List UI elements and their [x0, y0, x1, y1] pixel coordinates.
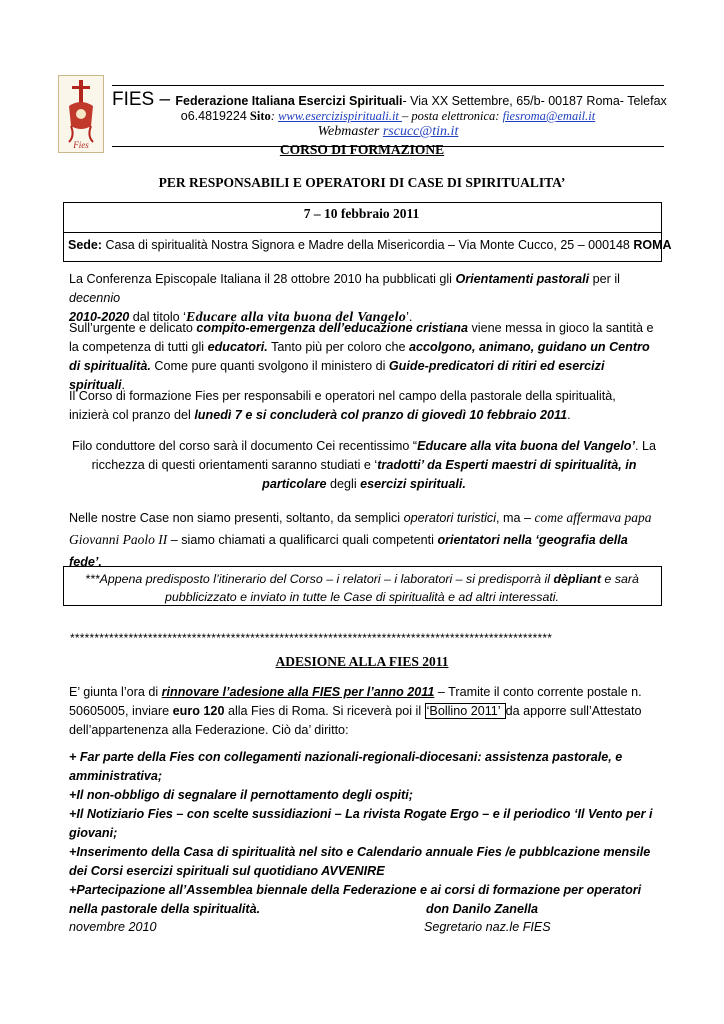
- paragraph-case: Nelle nostre Case non siamo presenti, soltanto, da semplici operatori turistici, ma – come affermava papa Giovanni Paolo II – siamo chiamati a qualificarci quali competenti orientatori nella ‘geografia della fede’.: [69, 510, 652, 569]
- course-dates: 7 – 10 febbraio 2011: [303, 206, 420, 221]
- webmaster-email-link[interactable]: rscucc@tin.it: [382, 124, 459, 139]
- document-date: novembre 2010: [69, 920, 157, 934]
- list-item: +Il Notiziario Fies – con scelte sussidiazioni – La rivista Rogate Ergo – e il periodico ‘Il Vento per i giovani;: [69, 807, 653, 840]
- email-link[interactable]: fiesroma@email.it: [502, 109, 596, 123]
- header-line-1: FIES – Federazione Italiana Esercizi Spirituali- Via XX Settembre, 65/b- 00187 Roma- Telefax: [112, 89, 667, 110]
- address: - Via XX Settembre, 65/b- 00187 Roma- Telefax: [402, 94, 667, 108]
- list-item: + Far parte della Fies con collegamenti nazionali-regionali-diocesani: assistenza pastorale, e amministrativa;: [69, 750, 623, 783]
- list-item: +Il non-obbligo di segnalare il pernottamento degli ospiti;: [69, 788, 413, 802]
- paragraph-emergenza: Sull’urgente e delicato compito-emergenza dell’educazione cristiana viene messa in gioco la santità e la competenza di tutti gli educatori. Tanto più per coloro che accolgono, animano, guidano un Centro di spiritualità. Come pure quanti svolgono il ministero di Guide-predicatori di ritiri ed esercizi spirituali.: [69, 321, 654, 392]
- website-link[interactable]: www.esercizispirituali.it: [278, 109, 403, 123]
- svg-text:Fies: Fies: [73, 140, 89, 150]
- benefits-list: [69, 748, 669, 919]
- federation-name: Federazione Italiana Esercizi Spirituali: [175, 94, 403, 108]
- signature-role: Segretario naz.le FIES: [424, 920, 551, 934]
- bollino-badge: ‘Bollino 2011’: [426, 704, 504, 718]
- signature-name: don Danilo Zanella: [426, 902, 538, 916]
- list-item: +Inserimento della Casa di spiritualità nel sito e Calendario annuale Fies /e pubblcazione mensile dei Corsi esercizi spirituali sul quotidiano AVVENIRE: [69, 845, 651, 878]
- paragraph-adesione: E’ giunta l’ora di rinnovare l’adesione alla FIES per l’anno 2011 – Tramite il conto corrente postale n. 50605005, inviare euro 120 alla Fies di Roma. Si riceverà poi il ‘Bollino 2011’ da apporre sull’Attestato dell’appartenenza alla Federazione. Ciò da’ diritto:: [69, 685, 642, 737]
- header-line-2: o6.4819224 Sito: www.esercizispirituali.it – posta elettronica: fiesroma@email.it: [180, 109, 596, 123]
- phone: o6.4819224: [180, 109, 247, 123]
- paragraph-cei: La Conferenza Episcopale Italiana il 28 ottobre 2010 ha pubblicati gli Orientamenti pastorali per il decennio 2010-2020 dal titolo ‘Educare alla vita buona del Vangelo’.: [69, 272, 620, 325]
- course-title: CORSO DI FORMAZIONE: [279, 142, 445, 157]
- adesione-title: ADESIONE ALLA FIES 2011: [275, 654, 449, 669]
- notice-text: ***Appena predisposto l’itinerario del Corso – i relatori – i laboratori – si predisporrà il dèpliant e sarà pubblicizzato e inviato in tutte le Case di spiritualità e ad altri interessati.: [85, 572, 639, 604]
- paragraph-filo-conduttore: Filo conduttore del corso sarà il documento Cei recentissimo “Educare alla vita buona del Vangelo’. La ricchezza di questi orientamenti saranno studiati e ‘tradotti’ da Esperti maestri di spiritualità, in particolare degli esercizi spirituali.: [72, 439, 656, 491]
- org-name: FIES: [112, 89, 155, 110]
- list-item: +Partecipazione all’Assemblea biennale della Federazione e ai corsi di formazione per operatori nella pastorale della spiritualità.: [69, 883, 642, 916]
- header-line-3: Webmaster rscucc@tin.it: [317, 124, 459, 139]
- asterisk-separator: ***************************************************************************************************: [70, 631, 553, 645]
- paragraph-corso: Il Corso di formazione Fies per responsabili e operatori nel campo della pastorale della spiritualità, inizierà col pranzo del lunedì 7 e si concluderà col pranzo di giovedì 10 febbraio 2011.: [69, 389, 616, 422]
- course-subtitle: PER RESPONSABILI E OPERATORI DI CASE DI SPIRITUALITA’: [158, 175, 566, 190]
- venue: Sede: Casa di spiritualità Nostra Signora e Madre della Misericordia – Via Monte Cucco, 25 – 000148 ROMA: [68, 238, 672, 252]
